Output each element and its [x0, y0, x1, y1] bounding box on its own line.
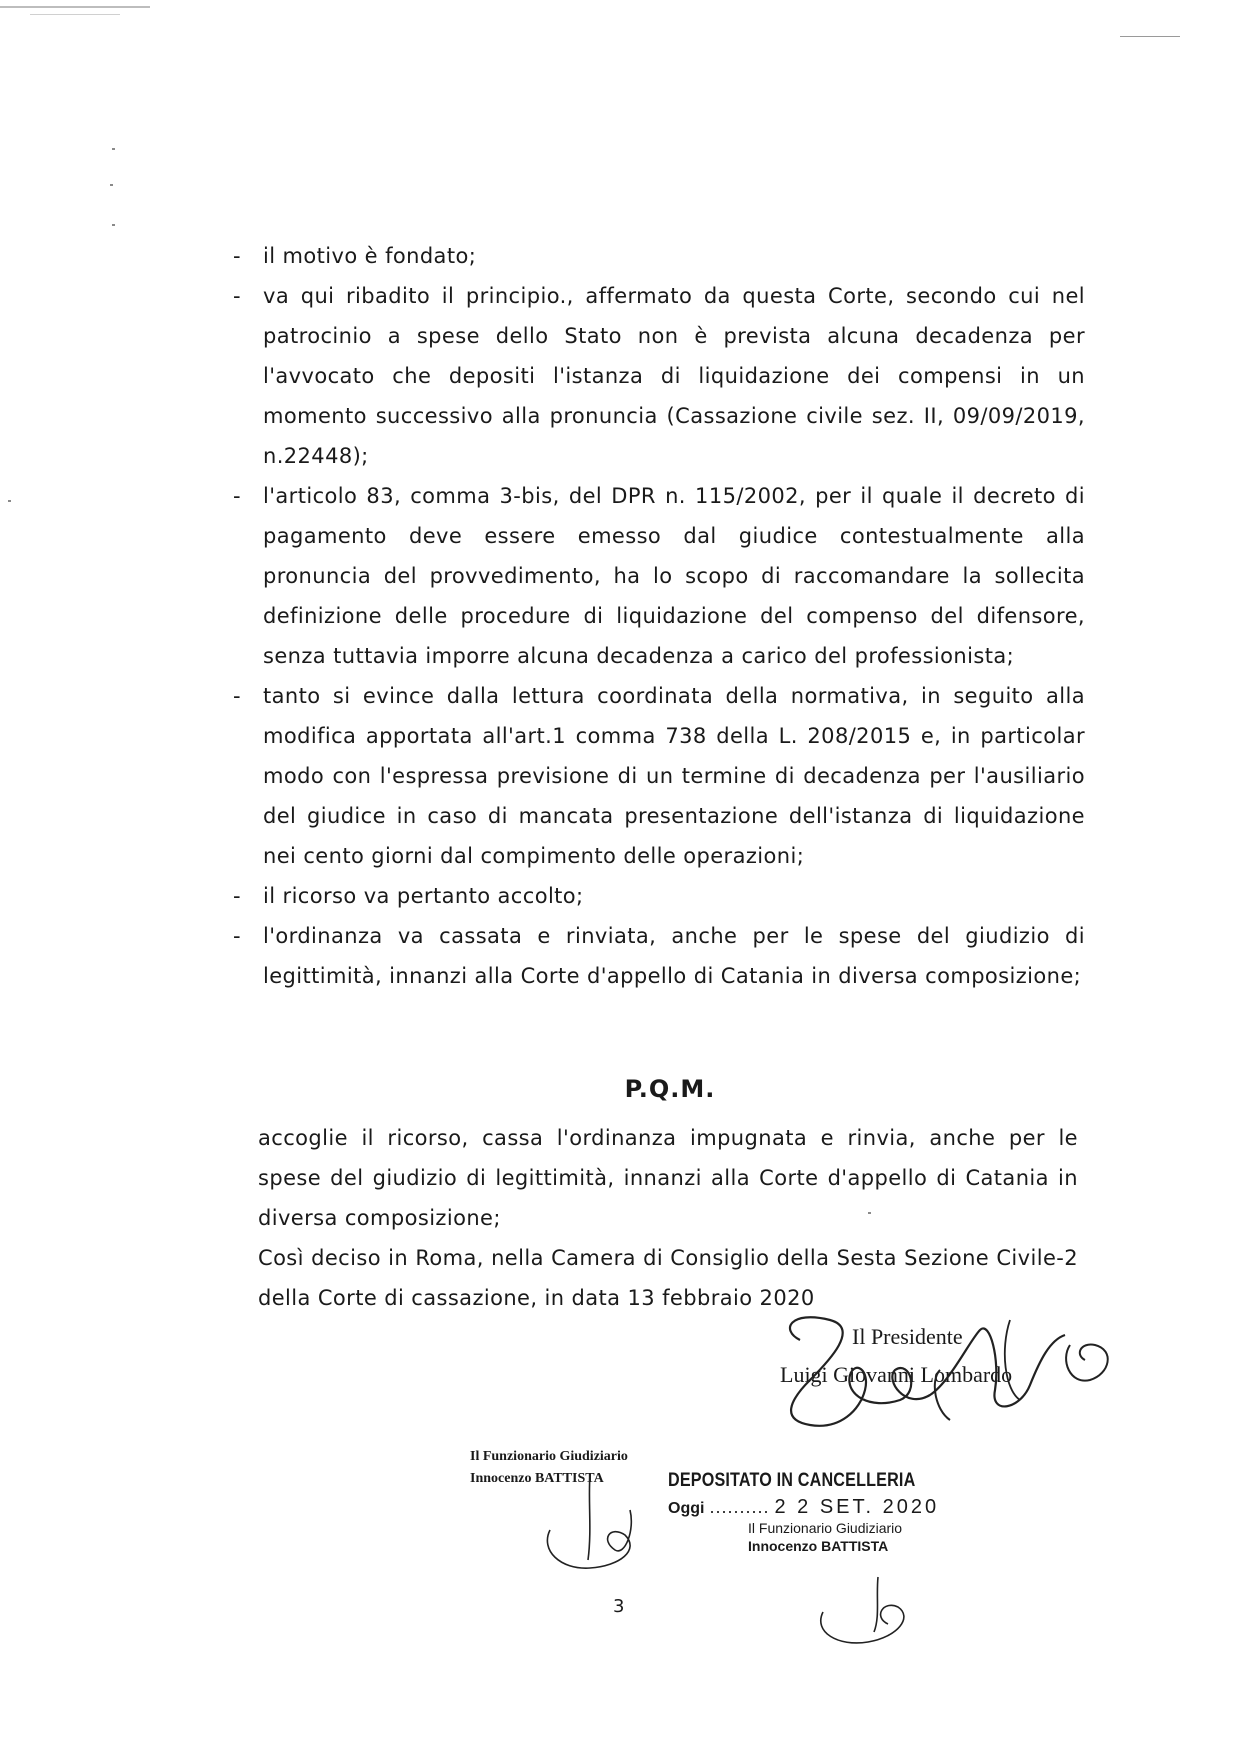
signatory-name: Luigi Giovanni Lombardo	[780, 1362, 1013, 1387]
scan-artifact	[30, 14, 120, 15]
pqm-heading: P.Q.M.	[624, 1075, 716, 1103]
left-official-signature	[530, 1470, 650, 1580]
scan-speck	[112, 224, 115, 226]
deposit-official-signature	[808, 1572, 928, 1652]
deposit-official-name: Innocenzo BATTISTA	[748, 1538, 889, 1554]
pqm-body	[258, 1118, 1078, 1318]
deposit-date-label: Oggi	[668, 1500, 705, 1517]
reasoning-list	[225, 236, 1085, 996]
scan-speck	[110, 184, 113, 186]
signatory-title: Il Presidente	[852, 1324, 963, 1349]
list-item: - il motivo è fondato;	[225, 236, 1085, 276]
list-item: - tanto si evince dalla lettura coordinata della normativa, in seguito alla modifica apportata all'art.1 comma 738 della L. 208/2015 e, in particolar modo con l'espressa previsione di un termine di decadenza per l'ausiliario del giudice in caso di mancata presentazione dell'istanza di liquidazione nei cento giorni dal compimento delle operazioni;	[225, 676, 1085, 876]
list-item: - va qui ribadito il principio., affermato da questa Corte, secondo cui nel patrocinio a spese dello Stato non è prevista alcuna decadenza per l'avvocato che depositi l'istanza di liquidazione dei compensi in un momento successivo alla pronuncia (Cassazione civile sez. II, 09/09/2019, n.22448);	[225, 276, 1085, 476]
decision-text: Così deciso in Roma, nella Camera di Consiglio della Sesta Sezione Civile-2 della Corte di cassazione, in data 13 febbraio 2020	[258, 1246, 1078, 1310]
deposit-date-row	[668, 1496, 948, 1519]
deposit-heading: DEPOSITATO IN CANCELLERIA	[668, 1470, 916, 1491]
deposit-date-value: 2 2 SET. 2020	[774, 1496, 940, 1518]
deposit-date-dots: ..........	[709, 1497, 770, 1517]
page-number: 3	[613, 1596, 625, 1617]
list-item: - l'articolo 83, comma 3-bis, del DPR n. 115/2002, per il quale il decreto di pagamento deve essere emesso dal giudice contestualmente alla pronuncia del provvedimento, ha lo scopo di raccomandare la sollecita definizione delle procedure di liquidazione del compenso del difensore, senza tuttavia imporre alcuna decadenza a carico del professionista;	[225, 476, 1085, 676]
list-item: - l'ordinanza va cassata e rinviata, anche per le spese del giudizio di legittimità, innanzi alla Corte d'appello di Catania in diversa composizione;	[225, 916, 1085, 996]
left-stamp-title: Il Funzionario Giudiziario	[470, 1449, 628, 1464]
list-item: - il ricorso va pertanto accolto;	[225, 876, 1085, 916]
scan-speck	[8, 500, 11, 502]
pqm-text: accoglie il ricorso, cassa l'ordinanza impugnata e rinvia, anche per le spese del giudizio di legittimità, innanzi alla Corte d'appello di Catania in diversa composizione;	[258, 1126, 1078, 1230]
left-stamp-name: Innocenzo BATTISTA	[470, 1471, 604, 1486]
scan-artifact	[0, 6, 150, 8]
deposit-official-title: Il Funzionario Giudiziario	[748, 1520, 903, 1536]
scan-speck	[112, 148, 115, 150]
president-signature	[770, 1300, 1170, 1440]
scan-artifact	[1120, 36, 1180, 37]
deposit-stamp	[668, 1470, 948, 1555]
